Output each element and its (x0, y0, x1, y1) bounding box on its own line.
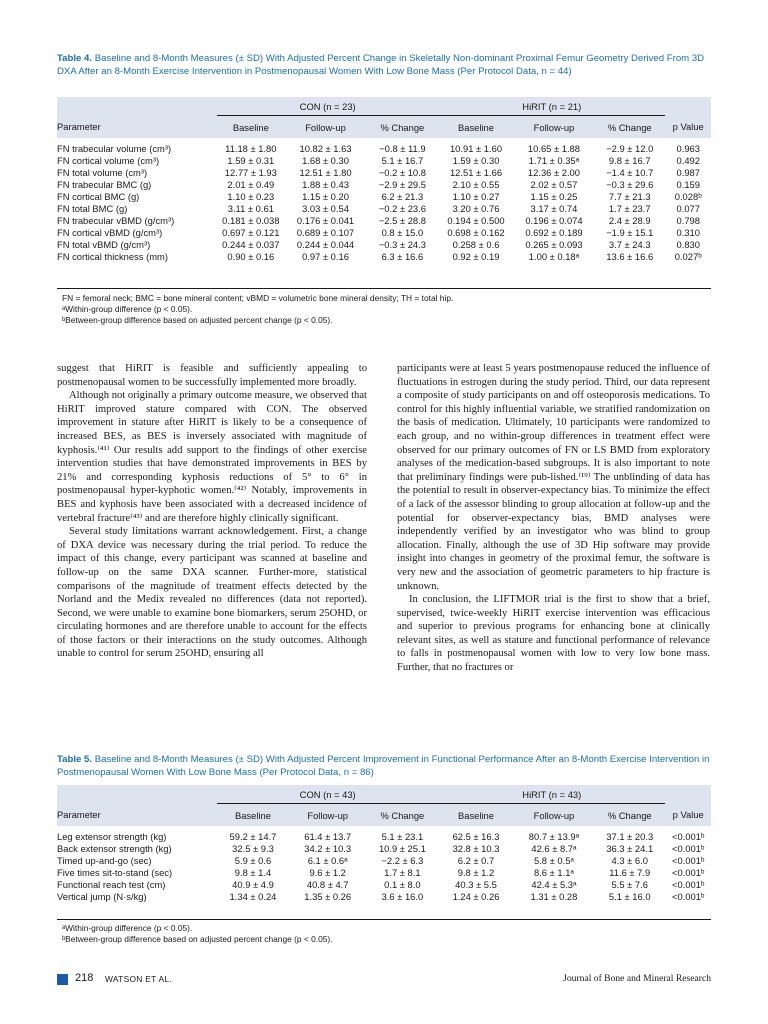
table4-caption (57, 52, 711, 78)
table4-cell: 0.258 ± 0.6 (452, 238, 500, 250)
table4-footnotes (62, 293, 453, 326)
table5-row (57, 854, 711, 866)
table5-cell: <0.001ᵇ (671, 830, 705, 842)
table5-cell: <0.001ᵇ (671, 854, 705, 866)
table4-cell: −0.3 ± 29.6 (606, 178, 654, 190)
table5-cell: <0.001ᵇ (671, 890, 705, 902)
table5-cell: 1.24 ± 0.26 (452, 890, 500, 902)
table4-cell: −0.3 ± 24.3 (378, 238, 426, 250)
table4-cell: 0.244 ± 0.037 (222, 238, 280, 250)
table4-cell: 0.194 ± 0.500 (447, 214, 505, 226)
table5-col-header: p Value (665, 804, 711, 827)
table4-cell: FN total BMC (g) (57, 202, 128, 214)
table5-cell: 1.7 ± 8.1 (384, 866, 421, 878)
table4-col-header: Follow-up (514, 116, 594, 139)
table5-cell: Five times sit-to-stand (sec) (57, 866, 173, 878)
table4-cell: FN trabecular vBMD (g/cm³) (57, 214, 175, 226)
table5-cell: 40.9 ± 4.9 (232, 878, 274, 890)
table4-cell: 0.077 (676, 202, 700, 214)
table4-cell: 0.310 (676, 226, 700, 238)
table4-cell: −2.9 ± 12.0 (606, 142, 654, 154)
table5-col-header: Follow-up (289, 804, 367, 827)
table4-cell: 0.265 ± 0.093 (525, 238, 583, 250)
table4-cell: 0.027ᵇ (674, 250, 702, 262)
table5-cell: 59.2 ± 14.7 (229, 830, 277, 842)
table4-bottom-rule (57, 288, 711, 289)
footer-square-icon (57, 974, 68, 985)
table5-cell: 9.8 ± 1.4 (234, 866, 272, 878)
table4-cell: −1.9 ± 15.1 (606, 226, 654, 238)
table5-row (57, 826, 711, 842)
table5-cell: 5.8 ± 0.5ᵃ (533, 854, 574, 866)
table4-cell: 0.159 (676, 178, 700, 190)
table5-cell: 6.1 ± 0.6ᵃ (307, 854, 348, 866)
table4-cell: 0.798 (676, 214, 700, 226)
table5-cell: Leg extensor strength (kg) (57, 830, 167, 842)
table5-cell: 8.6 ± 1.1ᵃ (533, 866, 574, 878)
table4-cell: −2.5 ± 28.8 (378, 214, 426, 226)
table4-cell: 11.18 ± 1.80 (225, 142, 277, 154)
table5-col-header: % Change (367, 804, 438, 827)
table5-cell: Vertical jump (N·s/kg) (57, 890, 147, 902)
table4-cell: 10.91 ± 1.60 (449, 142, 503, 154)
table5-cell: 5.1 ± 23.1 (381, 830, 424, 842)
table4-cell: 1.59 ± 0.31 (227, 154, 275, 166)
table4-cell: 5.1 ± 16.7 (381, 154, 424, 166)
table4-cell: −1.4 ± 10.7 (606, 166, 654, 178)
table4-cell: −0.8 ± 11.9 (379, 142, 426, 154)
page-footer (57, 972, 711, 986)
running-authors: WATSON ET AL. (105, 974, 173, 984)
table4-cell: FN cortical volume (cm³) (57, 154, 160, 166)
table5-col-header: Parameter (57, 804, 217, 827)
table4-footnote: ᵇBetween-group difference based on adjusted percent change (p < 0.05). (62, 315, 333, 325)
table4-col-header: Parameter (57, 116, 217, 139)
table5-cell: 37.1 ± 20.3 (606, 830, 654, 842)
table4-row (57, 202, 711, 214)
table5-cell: 80.7 ± 13.9ᵃ (528, 830, 580, 842)
table5-cell: 61.4 ± 13.7 (304, 830, 352, 842)
table4-cell: 0.830 (676, 238, 700, 250)
table4-cell: 2.01 ± 0.49 (227, 178, 275, 190)
table5-cell: 11.6 ± 7.9 (609, 866, 651, 878)
table4-cell: 12.77 ± 1.93 (224, 166, 277, 178)
table4-cell: FN cortical vBMD (g/cm³) (57, 226, 163, 238)
table4-cell: FN trabecular BMC (g) (57, 178, 152, 190)
table4-row (57, 250, 711, 262)
table4-cell: −2.9 ± 29.5 (378, 178, 426, 190)
table5-col-header: Follow-up (514, 804, 594, 827)
table4-header-spacer (665, 97, 711, 116)
paragraph: Although not originally a primary outcome measure, we observed that HiRIT improved stature compared with CON. The observed improvement in stature after HiRIT is likely to be a consequence of increased BES, as BES is inversely associated with magnitude of kyphosis.⁽⁴¹⁾ Our results add support to the findings of other exercise intervention studies that have demonstrated improvements in BES by 21% and corresponding kyphosis reductions of 5° to 6° in postmenopausal hyper-kyphotic women.⁽⁴²⁾ Notably, improvements in BES and kyphosis have been associated with a decreased incidence of vertebral fracture⁽⁴³⁾ and are therefore highly clinically significant. (57, 390, 367, 524)
table4-cell: 0.698 ± 0.162 (447, 226, 505, 238)
table5-cell: −2.2 ± 6.3 (381, 854, 424, 866)
table4-cell: −0.2 ± 23.6 (378, 202, 426, 214)
table5-cell: 6.2 ± 0.7 (457, 854, 495, 866)
table5-row (57, 866, 711, 878)
table4-cell: 3.17 ± 0.74 (530, 202, 578, 214)
table4-col-header: Baseline (438, 116, 514, 139)
table5-group-con: CON (n = 43) (217, 785, 438, 804)
table5-col-header: Baseline (217, 804, 288, 827)
table4-cell: 0.028ᵇ (674, 190, 702, 202)
table4-cell: 0.987 (676, 166, 700, 178)
table4-cell: FN cortical thickness (mm) (57, 250, 168, 262)
table4-cell: 1.15 ± 0.20 (302, 190, 349, 202)
table4-cell: 12.36 ± 2.00 (527, 166, 580, 178)
table4-cell: 1.7 ± 23.7 (608, 202, 651, 214)
table4-row (57, 178, 711, 190)
page-number: 218 (75, 972, 94, 984)
table4-cell: FN total vBMD (g/cm³) (57, 238, 151, 250)
table5-header-spacer (665, 785, 711, 804)
table5-cell: <0.001ᵇ (671, 878, 705, 890)
table4-cell: 2.10 ± 0.55 (452, 178, 500, 190)
table5-cell: 10.9 ± 25.1 (378, 842, 426, 854)
table5-cell: 40.3 ± 5.5 (455, 878, 497, 890)
table4-cell: 10.82 ± 1.63 (299, 142, 352, 154)
table4-cell: 0.92 ± 0.19 (452, 250, 500, 262)
table4-header-spacer (57, 97, 217, 116)
table5-footnotes (62, 923, 333, 945)
table4-cell: 3.03 ± 0.54 (302, 202, 349, 214)
table4-row (57, 214, 711, 226)
table5-cell: 36.3 ± 24.1 (606, 842, 654, 854)
table5-row (57, 878, 711, 890)
table5-caption (57, 753, 711, 779)
table5-cell: 3.6 ± 16.0 (381, 890, 424, 902)
table5-bottom-rule (57, 919, 711, 920)
table4-cell: 2.4 ± 28.9 (608, 214, 651, 226)
paragraph: In conclusion, the LIFTMOR trial is the first to show that a brief, supervised, twice-weekly HiRIT exercise intervention was efficacious and superior to previous programs for enhancing bone at clinically relevant sites, as well as stature and functional performance of relevance to falls in postmenopausal women with low to very low bone mass. Further, that no fractures or (397, 594, 710, 674)
table4-cell: 6.3 ± 16.6 (381, 250, 424, 262)
table4-cell: 10.65 ± 1.88 (527, 142, 580, 154)
table5 (57, 785, 711, 902)
table5-cell: 1.34 ± 0.24 (229, 890, 277, 902)
table5-cell: 5.1 ± 16.0 (608, 890, 651, 902)
table5-cell: 62.5 ± 16.3 (452, 830, 500, 842)
table5-col-header: % Change (594, 804, 665, 827)
table5-cell: 34.2 ± 10.3 (304, 842, 352, 854)
table4-group-con: CON (n = 23) (217, 97, 438, 116)
table4-row (57, 226, 711, 238)
table5-cell: 5.9 ± 0.6 (234, 854, 272, 866)
table4-cell: 0.244 ± 0.044 (296, 238, 355, 250)
table4-cell: 12.51 ± 1.80 (299, 166, 352, 178)
table5-cell: 5.5 ± 7.6 (611, 878, 648, 890)
table5-cell: Functional reach test (cm) (57, 878, 166, 890)
table4-cell: 1.71 ± 0.35ᵃ (528, 154, 580, 166)
table4-row (57, 190, 711, 202)
table4-cell: 12.51 ± 1.66 (449, 166, 503, 178)
table4-cell: 1.59 ± 0.30 (452, 154, 500, 166)
table4-caption-text: Baseline and 8-Month Measures (± SD) With Adjusted Percent Change in Skeletally Non-dominant Proximal Femur Geometry Derived From 3D DXA After an 8-Month Exercise Intervention in Postmenopausal Women With Low Bone Mass (Per Protocol Data, n = 44) (57, 53, 705, 77)
table4-cell: 1.88 ± 0.43 (302, 178, 349, 190)
table5-footnote: ᵇBetween-group difference based on adjusted percent change (p < 0.05). (62, 934, 333, 944)
table5-footnote: ᵃWithin-group difference (p < 0.05). (62, 923, 193, 933)
table4-group-hirit: HiRIT (n = 21) (438, 97, 665, 116)
table4-footnote: ᵃWithin-group difference (p < 0.05). (62, 304, 193, 314)
body-column-left (57, 362, 367, 661)
table4-cell: 0.90 ± 0.16 (227, 250, 275, 262)
table4-cell: 0.963 (676, 142, 700, 154)
table5-cell: 9.6 ± 1.2 (309, 866, 346, 878)
table4-cell: 0.181 ± 0.038 (222, 214, 280, 226)
table4-col-header: Follow-up (284, 116, 366, 139)
table4-cell: 3.7 ± 24.3 (608, 238, 651, 250)
table4 (57, 97, 711, 262)
table4-col-header: p Value (665, 116, 711, 139)
table4-caption-label: Table 4. (57, 53, 93, 64)
table4-col-header: % Change (594, 116, 665, 139)
table5-cell: Timed up-and-go (sec) (57, 854, 152, 866)
table4-cell: FN cortical BMC (g) (57, 190, 140, 202)
table4-footnote: FN = femoral neck; BMC = bone mineral content; vBMD = volumetric bone mineral density; TH = total hip. (62, 293, 454, 303)
table4-cell: 2.02 ± 0.57 (530, 178, 578, 190)
table4-cell: 3.11 ± 0.61 (227, 202, 274, 214)
table4-cell: 0.492 (676, 154, 700, 166)
table4-col-header: Baseline (217, 116, 284, 139)
table4-col-header: % Change (367, 116, 438, 139)
table4-cell: 0.176 ± 0.041 (296, 214, 355, 226)
table4-cell: −0.2 ± 10.8 (378, 166, 426, 178)
table5-cell: 32.5 ± 9.3 (232, 842, 274, 854)
table4-cell: FN trabecular volume (cm³) (57, 142, 172, 154)
table5-row (57, 842, 711, 854)
paragraph: Several study limitations warrant acknowledgement. First, a change of DXA device was necessary during the trial period. To reduce the impact of this change, every participant was scanned at baseline and follow-up on the same DXA scanner. Further-more, statistical comparisons of the magnitude of treatment effects detected by the Norland and the Medix revealed no differences (data not reported). Second, we were unable to examine bone biomarkers, serum 25OHD, or circulating hormones and are therefore unable to account for the effects of those factors or their interactions on the study outcomes. Although unable to control for serum 25OHD, ensuring all (57, 526, 367, 660)
table5-cell: 1.35 ± 0.26 (304, 890, 352, 902)
table5-cell: 9.8 ± 1.2 (457, 866, 495, 878)
table5-cell: 0.1 ± 8.0 (384, 878, 421, 890)
journal-name: Journal of Bone and Mineral Research (563, 973, 711, 984)
table4-cell: 0.8 ± 15.0 (381, 226, 424, 238)
table4-cell: 9.8 ± 16.7 (608, 154, 651, 166)
table5-cell: <0.001ᵇ (671, 842, 705, 854)
table4-cell: 0.689 ± 0.107 (296, 226, 355, 238)
table4-cell: FN total volume (cm³) (57, 166, 148, 178)
table5-cell: Back extensor strength (kg) (57, 842, 172, 854)
table5-header-spacer (57, 785, 217, 804)
table5-group-hirit: HiRIT (n = 43) (438, 785, 665, 804)
table5-row (57, 890, 711, 902)
body-column-right (397, 362, 710, 675)
table5-caption-label: Table 5. (57, 754, 93, 765)
table4-row (57, 238, 711, 250)
table4-cell: 6.2 ± 21.3 (381, 190, 424, 202)
table5-caption-text: Baseline and 8-Month Measures (± SD) With Adjusted Percent Improvement in Functional Performance After an 8-Month Exercise Intervention in Postmenopausal Women With Low Bone Mass (Per Protocol Data, n = 86) (57, 754, 710, 778)
table5-col-header: Baseline (438, 804, 514, 827)
table4-cell: 0.697 ± 0.121 (222, 226, 280, 238)
table4-row (57, 154, 711, 166)
table4-cell: 13.6 ± 16.6 (606, 250, 654, 262)
table4-cell: 1.68 ± 0.30 (302, 154, 349, 166)
table4-cell: 1.15 ± 0.25 (530, 190, 578, 202)
table4-row (57, 166, 711, 178)
table5-cell: 42.4 ± 5.3ᵃ (531, 878, 577, 890)
table4-cell: 1.00 ± 0.18ᵃ (528, 250, 580, 262)
paragraph: suggest that HiRIT is feasible and sufficiently appealing to postmenopausal women to be successfully implemented more broadly. (57, 363, 367, 388)
table4-cell: 3.20 ± 0.76 (452, 202, 500, 214)
table5-cell: 4.3 ± 6.0 (611, 854, 648, 866)
table4-cell: 0.97 ± 0.16 (302, 250, 349, 262)
table5-cell: <0.001ᵇ (671, 866, 705, 878)
table4-cell: 7.7 ± 21.3 (608, 190, 651, 202)
table4-row (57, 138, 711, 154)
table4-cell: 1.10 ± 0.27 (452, 190, 500, 202)
table4-cell: 0.692 ± 0.189 (525, 226, 583, 238)
table5-cell: 42.6 ± 8.7ᵃ (531, 842, 577, 854)
table5-cell: 32.8 ± 10.3 (452, 842, 500, 854)
table5-cell: 40.8 ± 4.7 (306, 878, 349, 890)
table4-cell: 0.196 ± 0.074 (525, 214, 583, 226)
table4-cell: 1.10 ± 0.23 (227, 190, 275, 202)
paragraph: participants were at least 5 years postmenopause reduced the influence of fluctuations in estrogen during the study period. Third, our data represent a composite of study participants on and off osteoporosis medications. To control for this highly influential variable, we stratified randomization on the basis of medication. Ultimately, 10 participants were randomized to each group, and no within-group differences in treatment effect were observed for our primary outcomes of FN or LS BMD from exploratory analyses of the medication-based subgroups. It is also important to note that preliminary findings were pub-lished.⁽¹⁹⁾ The unblinding of data has the potential to result in observer-expectancy bias. To minimize the effect of a lack of the assessor blinding to group allocation at follow-up and the potential for observer-expectancy bias, BMD analyses were independently verified by an investigator who was blind to group allocation. Finally, although the use of 3D Hip software may provide insight into changes in geometry of the proximal femur, the software is very new and the association of geometric parameters to hip fracture is unknown. (397, 363, 710, 592)
table5-cell: 1.31 ± 0.28 (530, 890, 578, 902)
